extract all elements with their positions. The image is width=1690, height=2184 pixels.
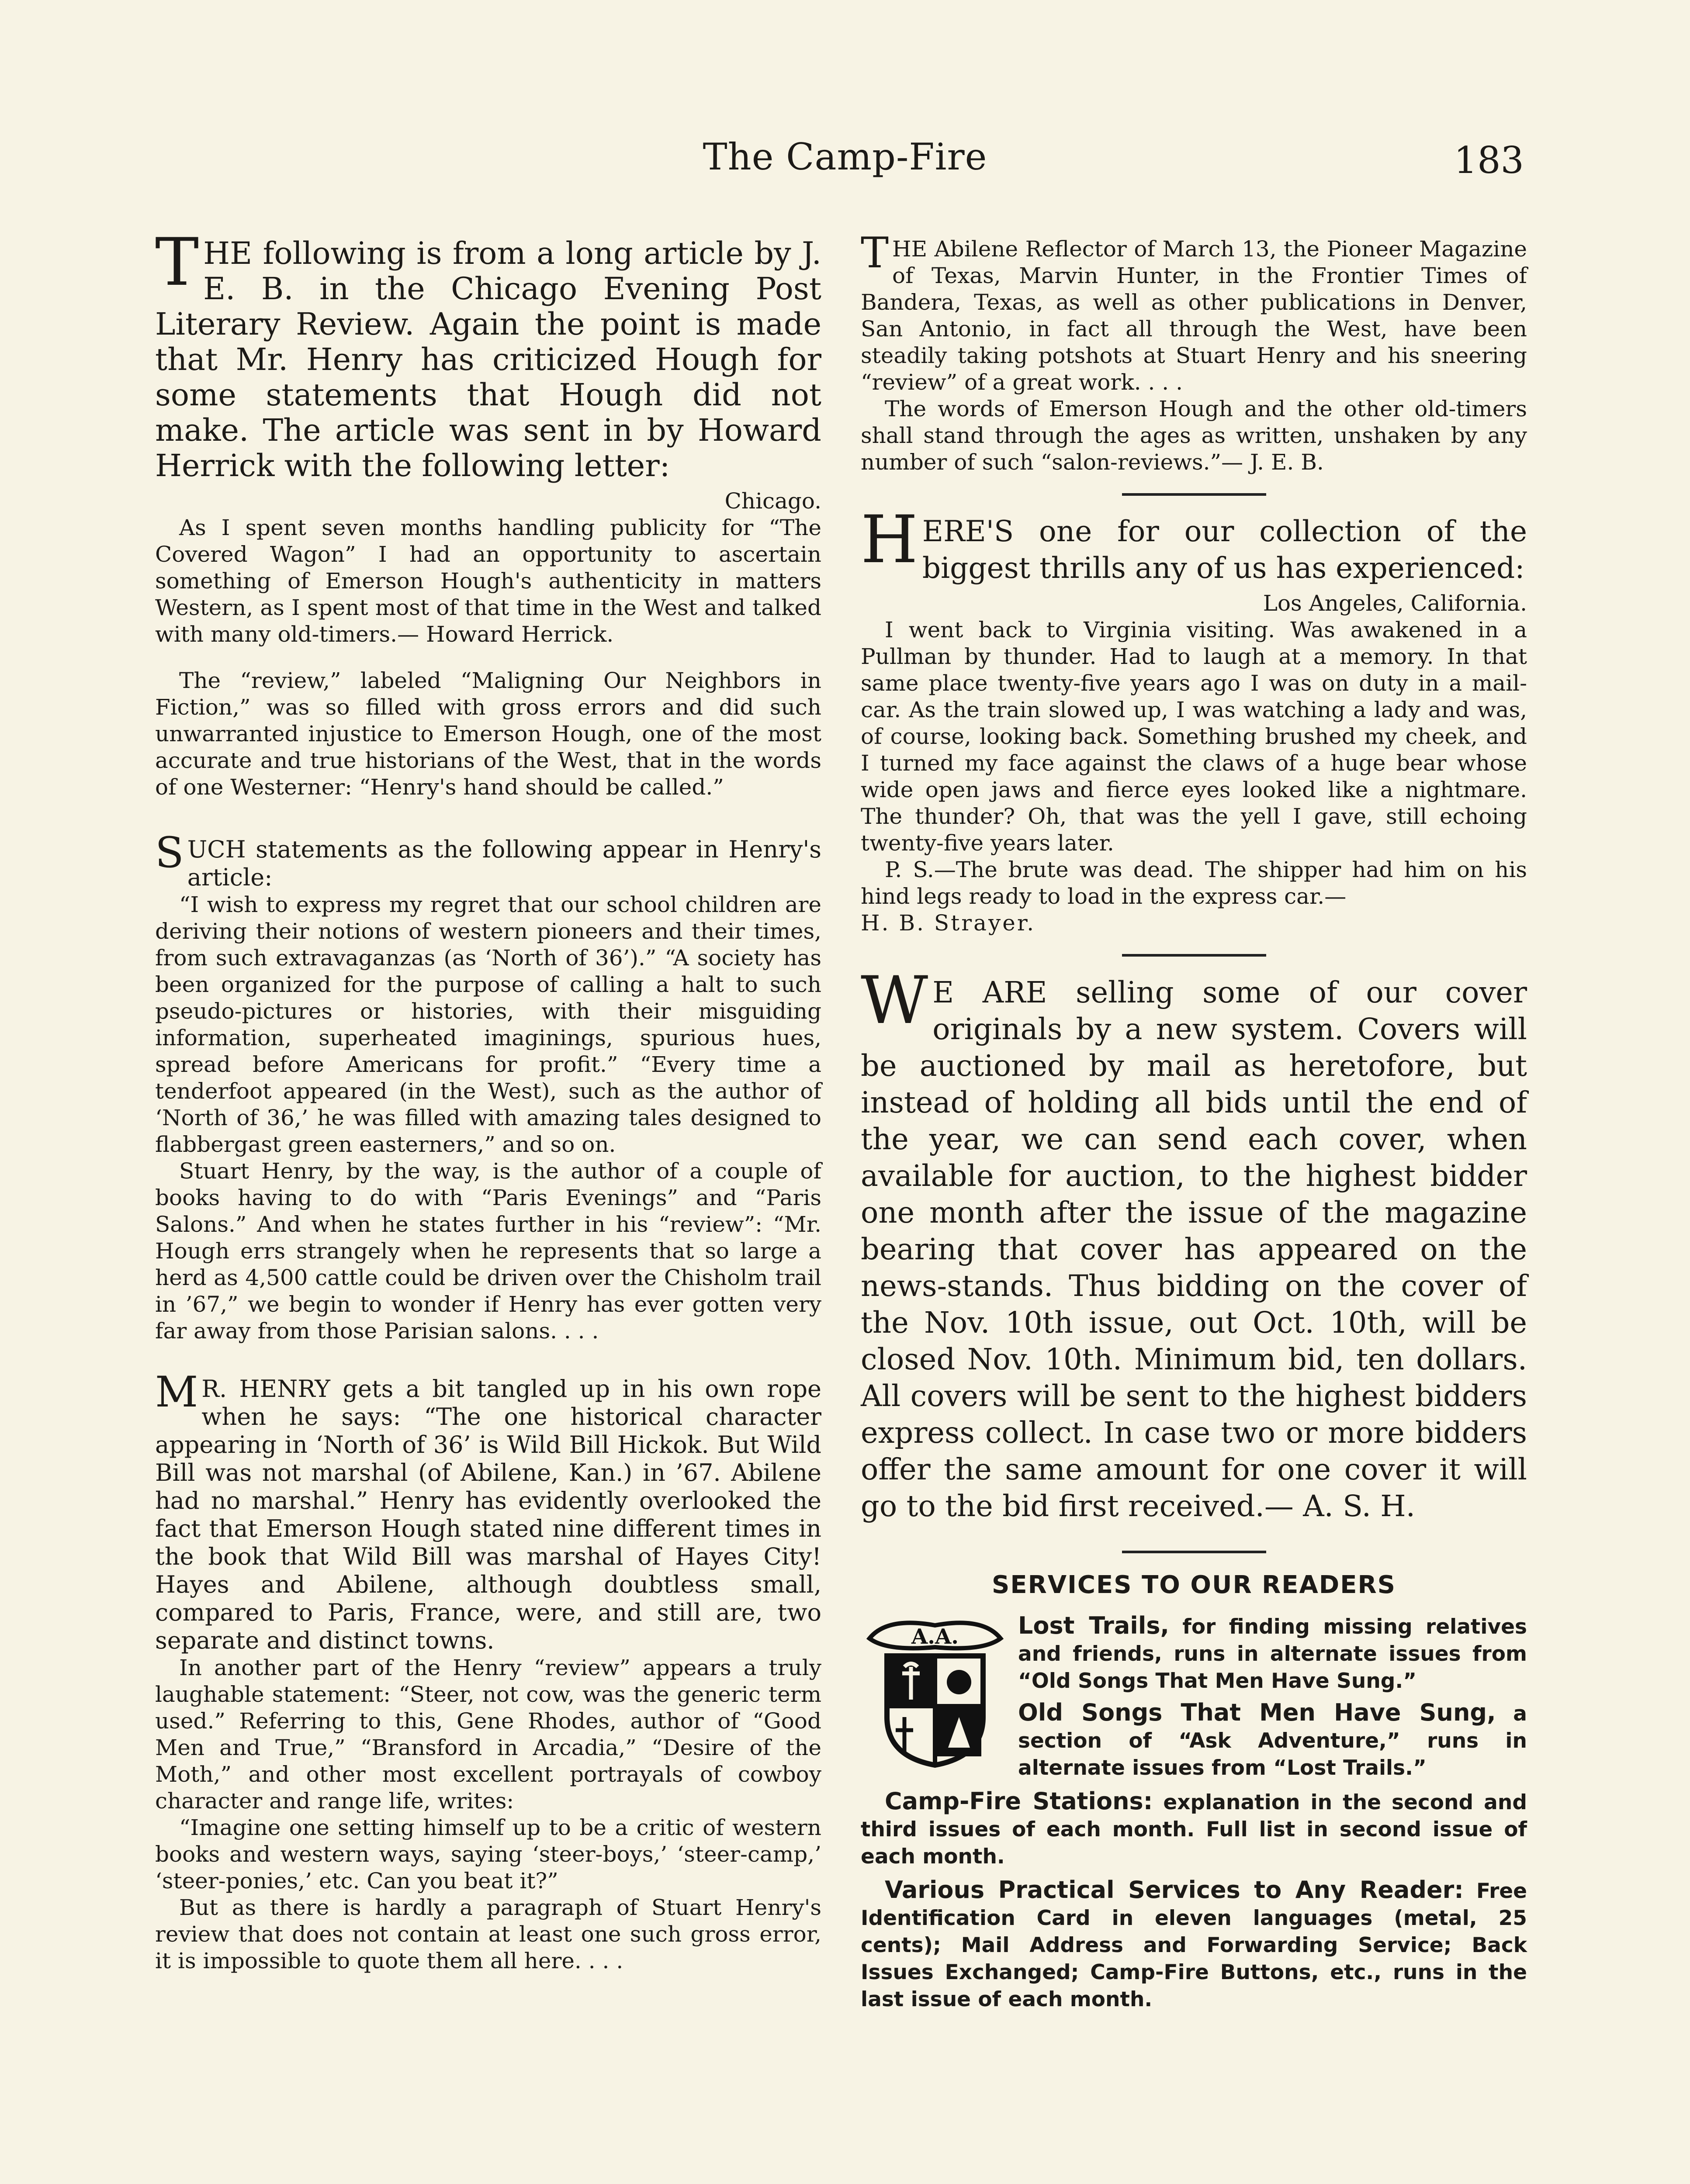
drop-cap: T [155, 225, 199, 301]
letter-body: As I spent seven months handling publicity for “The Covered Wagon” I had an opportunity to ascertain something of Emerson Hough's authenticity in matters Western, as I spent most of that time in the West and talked with many old-timers.— Howard Herrick. [155, 515, 821, 647]
adventure-crest-icon [861, 1612, 1009, 1769]
stuart-paragraph: Stuart Henry, by the way, is the author of a couple of books having to do with “Paris Evenings” and “Paris Salons.” And when he states further in his “review”: “Mr. Hough errs strangely when he represents that so large a herd as 4,500 cattle could be driven over the Chisholm trail in ’67,” we begin to wonder if Henry has ever gotten very far away from those Parisian salons. . . . [155, 1158, 821, 1344]
lost-trails-text: for finding missing relatives and friends, runs in alternate issues from “Old Songs That Men Have Sung.” [1018, 1615, 1527, 1693]
mr-henry-text: R. HENRY gets a bit tangled up in his own rope when he says: “The one historical character appearing in ‘North of 36’ is Wild Bill Hickok. But Wild Bill was not marshal (of Abilene, Kan.) in ’67. Abilene had no marshal.” Henry has evidently overlooked the fact that Emerson Hough stated nine different times in the book that Wild Bill was marshal of Hayes City! Hayes and Abilene, although doubtless small, compared to Paris, France, were, and still are, two separate and distinct towns. [155, 1375, 821, 1654]
old-songs-title: Old Songs That Men Have Sung, [1018, 1699, 1496, 1726]
letter-place: Chicago. [724, 488, 821, 514]
heres-body: I went back to Virginia visiting. Was awakened in a Pullman by thunder. Had to laugh at a memory. In that same place twenty-five years ago I was on duty in a mail-car. As the train slowed up, I was watching a lady and was, of course, looking back. Something brushed my cheek, and I turned my face against the claws of a huge bear whose wide open jaws and fierce eyes looked like a nightmare. The thunder? Oh, that was the yell I gave, still echoing twenty-five years later. [861, 617, 1527, 856]
section-divider [1122, 493, 1266, 496]
such-paragraph [155, 828, 821, 892]
such-quote: “I wish to express my regret that our school children are deriving their notions of western pioneers and their times, from such extravaganzas (as ‘North of 36’).” “A society has been organized for the purpose of calling a halt to such pseudo-pictures or histories, with their misguiding information, superheated imaginings, spurious hues, spread before Americans for profit.” “Every time a tenderfoot appeared (in the West), such as the author of ‘North of 36,’ he was filled with amazing tales designed to flabbergast green easterners,” and so on. [155, 892, 821, 1157]
drop-cap: M [155, 1368, 198, 1417]
abilene-text: HE Abilene Reflector of March 13, the Pioneer Magazine of Texas, Marvin Hunter, in the Frontier Times of Bandera, Texas, as well as other publications in Denver, San Antonio, in fact all through the West, have been steadily taking potshots at Stuart Henry and his sneering “review” of a great work. . . . [861, 236, 1527, 395]
review-paragraph: The “review,” labeled “Maligning Our Neighbors in Fiction,” was so filled with gross errors and did such unwarranted injustice to Emerson Hough, one of the most accurate and true historians of the West, that in the words of one Westerner: “Henry's hand should be called.” [155, 668, 821, 800]
mr-henry-paragraph [155, 1368, 821, 1655]
we-are-paragraph [861, 963, 1527, 1524]
abilene-paragraph [861, 228, 1527, 396]
page-number: 183 [1454, 139, 1524, 182]
drop-cap: S [155, 828, 184, 877]
heres-text: ERE'S one for our collection of the biggest thrills any of us has experienced: [922, 515, 1527, 585]
drop-cap: H [861, 502, 918, 578]
abilene-paragraph-2: The words of Emerson Hough and the other old-timers shall stand through the ages as written, unshaken by any number of such “salon-reviews.”— J. E. B. [861, 396, 1527, 475]
rhodes-quote: “Imagine one setting himself up to be a critic of western books and western ways, saying ‘steer-boys,’ ‘steer-camp,’ ‘steer-ponies,’ etc. Can you beat it?” [155, 1815, 821, 1894]
old-songs-text: a section of “Ask Adventure,” runs in alternate issues from “Lost Trails.” [1018, 1702, 1527, 1780]
crest-text: A.A. [911, 1624, 959, 1649]
intro-paragraph [155, 225, 821, 484]
drop-cap: W [861, 963, 928, 1039]
services-title: SERVICES TO OUR READERS [992, 1571, 1396, 1599]
section-divider [1122, 1551, 1266, 1553]
drop-cap: T [861, 228, 889, 277]
left-column [155, 225, 821, 1974]
heres-paragraph [861, 502, 1527, 587]
such-text: UCH statements as the following appear in Henry's article: [187, 836, 821, 891]
intro-text: HE following is from a long article by J. E. B. in the Chicago Evening Post Literary Review. Again the point is made that Mr. Henry has criticized Hough for some statements that Hough did not make. The article was sent in by Howard Herrick with the following letter: [155, 235, 821, 484]
heres-ps: P. S.—The brute was dead. The shipper had him on his hind legs ready to load in the express car.— [861, 857, 1527, 909]
various-text: Free Identification Card in eleven languages (metal, 25 cents); Mail Address and Forwarding Service; Back Issues Exchanged; Camp-Fire Buttons, etc., runs in the last issue of each month. [861, 1879, 1527, 2011]
heres-signature: H. B. Strayer. [861, 910, 1036, 936]
services-block [861, 1612, 1527, 2013]
various-title: Various Practical Services to Any Reader: [885, 1876, 1464, 1904]
henry-review-paragraph: In another part of the Henry “review” appears a truly laughable statement: “Steer, not cow, was the generic term used.” Referring to this, Gene Rhodes, author of “Good Men and True,” “Bransford in Arcadia,” “Desire of the Moth,” and other most excellent portrayals of cowboy character and range life, writes: [155, 1655, 821, 1814]
stations-title: Camp-Fire Stations: [885, 1787, 1153, 1815]
stations-text: explanation in the second and third issues of each month. Full list in second issue of each month. [861, 1790, 1527, 1869]
lost-trails-title: Lost Trails, [1018, 1612, 1169, 1639]
closing-paragraph: But as there is hardly a paragraph of Stuart Henry's review that does not contain at least one such gross error, it is impossible to quote them all here. . . . [155, 1895, 821, 1973]
we-are-text: E ARE selling some of our cover originals by a new system. Covers will be auctioned by mail as heretofore, but instead of holding all bids until the end of the year, we can send each cover, when available for auction, to the highest bidder one month after the issue of the magazine bearing that cover has appeared on the news-stands. Thus bidding on the cover of the Nov. 10th issue, out Oct. 10th, will be closed Nov. 10th. Minimum bid, ten dollars. All covers will be sent to the highest bidders express collect. In case two or more bidders offer the same amount for one cover it will go to the bid first received.— A. S. H. [861, 975, 1527, 1523]
heres-place: Los Angeles, California. [1263, 591, 1527, 616]
running-header: The Camp-Fire [703, 135, 987, 178]
right-column [861, 228, 1527, 2013]
section-divider [1122, 954, 1266, 957]
